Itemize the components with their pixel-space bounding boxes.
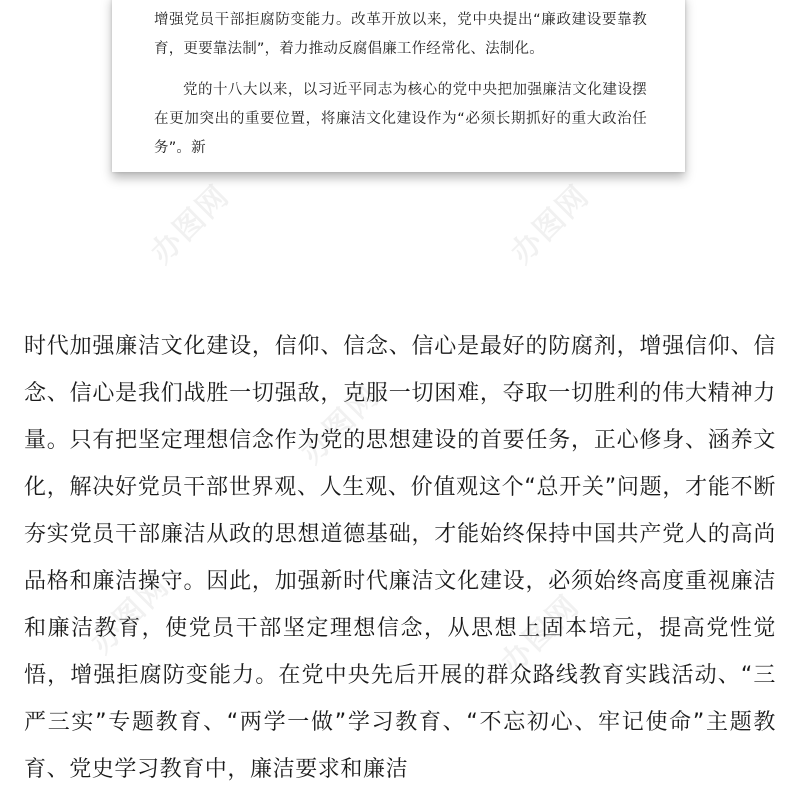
main-paragraph: 时代加强廉洁文化建设，信仰、信念、信心是最好的防腐剂，增强信仰、信念、信心是我们战胜一切强敌，克服一切困难，夺取一切胜利的伟大精神力量。只有把坚定理想信念作为党的思想建设的首要任务，正心修身、涵养文化，解决好党员干部世界观、人生观、价值观这个“总开关”问题，才能不断夯实党员干部廉洁从政的思想道德基础，才能始终保持中国共产党人的高尚品格和廉洁操守。因此，加强新时代廉洁文化建设，必须始终高度重视廉洁和廉洁教育，使党员干部坚定理想信念，从思想上固本培元，提高党性觉悟，增强拒腐防变能力。在党中央先后开展的群众路线教育实践活动、“三严三实”专题教育、“两学一做”学习教育、“不忘初心、牢记使命”主题教育、党史学习教育中，廉洁要求和廉洁 [24, 334, 776, 782]
watermark: 办图网 [144, 178, 237, 271]
watermark: 办图网 [494, 588, 587, 681]
card-paragraph: 党的十八大以来，以习近平同志为核心的党中央把加强廉洁文化建设摆在更加突出的重要位置，将廉洁文化建设作为“必须长期抓好的重大政治任务”。新 [154, 82, 647, 156]
main-body [24, 323, 776, 793]
watermark: 办图网 [504, 178, 597, 271]
watermark: 办图网 [84, 568, 177, 661]
watermark: 办图网 [294, 378, 387, 471]
card-paragraph: 增强党员干部拒腐防变能力。改革开放以来，党中央提出“廉政建设要靠教育，更要靠法制”，着力推动反腐倡廉工作经常化、法制化。 [154, 12, 647, 57]
document-preview-card [112, 0, 685, 172]
